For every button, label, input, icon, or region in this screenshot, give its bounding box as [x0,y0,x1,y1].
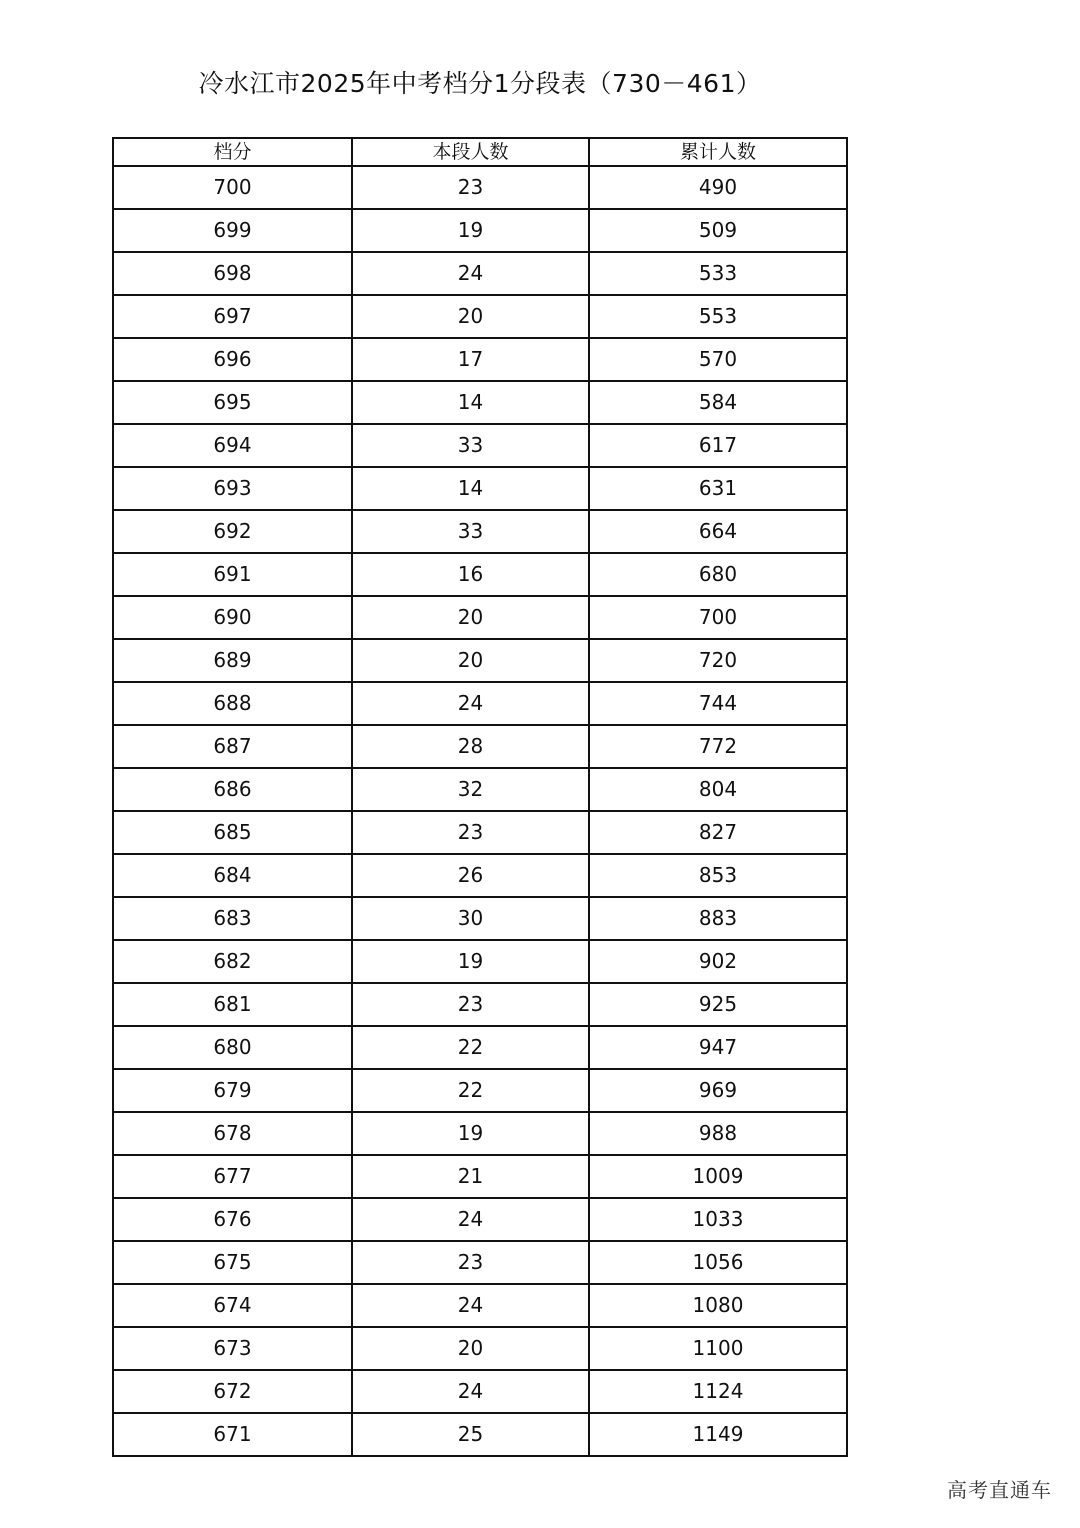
table-row [113,682,847,725]
cell-cumulative-count: 631 [589,467,847,510]
cell-cumulative-count: 617 [589,424,847,467]
cell-score: 700 [113,166,352,209]
cell-cumulative-count: 1149 [589,1413,847,1456]
cell-score: 682 [113,940,352,983]
cell-segment-count: 20 [352,596,589,639]
cell-cumulative-count: 1056 [589,1241,847,1284]
cell-score: 681 [113,983,352,1026]
cell-cumulative-count: 680 [589,553,847,596]
cell-score: 680 [113,1026,352,1069]
cell-segment-count: 23 [352,166,589,209]
cell-cumulative-count: 1124 [589,1370,847,1413]
cell-cumulative-count: 883 [589,897,847,940]
cell-segment-count: 20 [352,1327,589,1370]
table-row [113,1112,847,1155]
cell-segment-count: 30 [352,897,589,940]
header-segment-count: 本段人数 [352,138,589,166]
cell-score: 674 [113,1284,352,1327]
page-title: 冷水江市2025年中考档分1分段表（730－461） [198,69,762,98]
header-row [113,138,847,166]
table-row [113,467,847,510]
cell-cumulative-count: 988 [589,1112,847,1155]
cell-cumulative-count: 827 [589,811,847,854]
header-score: 档分 [113,138,352,166]
cell-segment-count: 20 [352,639,589,682]
cell-cumulative-count: 1100 [589,1327,847,1370]
cell-cumulative-count: 925 [589,983,847,1026]
cell-score: 699 [113,209,352,252]
cell-segment-count: 14 [352,467,589,510]
cell-score: 673 [113,1327,352,1370]
header-cumulative-count: 累计人数 [589,138,847,166]
table-row [113,166,847,209]
cell-score: 672 [113,1370,352,1413]
table-row [113,553,847,596]
table-row [113,1413,847,1456]
table-row [113,252,847,295]
cell-segment-count: 24 [352,1370,589,1413]
cell-segment-count: 22 [352,1069,589,1112]
cell-cumulative-count: 804 [589,768,847,811]
table-row [113,424,847,467]
cell-cumulative-count: 700 [589,596,847,639]
table-row [113,940,847,983]
cell-segment-count: 20 [352,295,589,338]
cell-segment-count: 24 [352,1198,589,1241]
table-row [113,510,847,553]
cell-segment-count: 23 [352,983,589,1026]
cell-segment-count: 16 [352,553,589,596]
cell-score: 690 [113,596,352,639]
table-row [113,811,847,854]
cell-cumulative-count: 553 [589,295,847,338]
cell-segment-count: 14 [352,381,589,424]
table-row [113,639,847,682]
cell-segment-count: 33 [352,510,589,553]
cell-cumulative-count: 509 [589,209,847,252]
table-row [113,1370,847,1413]
cell-cumulative-count: 902 [589,940,847,983]
cell-score: 685 [113,811,352,854]
cell-cumulative-count: 1033 [589,1198,847,1241]
table-row [113,768,847,811]
cell-score: 684 [113,854,352,897]
table-row [113,1198,847,1241]
table-row [113,338,847,381]
watermark: 高考直通车 [947,1478,1052,1502]
cell-score: 692 [113,510,352,553]
table-body [113,166,847,1456]
cell-score: 688 [113,682,352,725]
cell-score: 695 [113,381,352,424]
table-row [113,1155,847,1198]
cell-segment-count: 19 [352,209,589,252]
cell-score: 675 [113,1241,352,1284]
cell-score: 687 [113,725,352,768]
cell-cumulative-count: 533 [589,252,847,295]
cell-cumulative-count: 1080 [589,1284,847,1327]
cell-cumulative-count: 490 [589,166,847,209]
cell-segment-count: 25 [352,1413,589,1456]
table-row [113,897,847,940]
cell-score: 677 [113,1155,352,1198]
table-row [113,381,847,424]
cell-cumulative-count: 744 [589,682,847,725]
table-row [113,295,847,338]
cell-score: 676 [113,1198,352,1241]
cell-segment-count: 28 [352,725,589,768]
cell-segment-count: 24 [352,1284,589,1327]
cell-segment-count: 24 [352,252,589,295]
cell-segment-count: 32 [352,768,589,811]
table-row [113,854,847,897]
table-row [113,983,847,1026]
cell-segment-count: 19 [352,1112,589,1155]
cell-score: 678 [113,1112,352,1155]
score-table [112,137,848,1457]
cell-score: 686 [113,768,352,811]
cell-score: 694 [113,424,352,467]
table-row [113,1327,847,1370]
cell-segment-count: 21 [352,1155,589,1198]
cell-cumulative-count: 664 [589,510,847,553]
cell-segment-count: 22 [352,1026,589,1069]
cell-cumulative-count: 969 [589,1069,847,1112]
cell-segment-count: 24 [352,682,589,725]
cell-score: 691 [113,553,352,596]
cell-segment-count: 23 [352,811,589,854]
cell-segment-count: 17 [352,338,589,381]
table-row [113,1241,847,1284]
cell-score: 671 [113,1413,352,1456]
cell-segment-count: 33 [352,424,589,467]
cell-score: 697 [113,295,352,338]
table-row [113,1026,847,1069]
cell-score: 693 [113,467,352,510]
cell-segment-count: 26 [352,854,589,897]
cell-score: 696 [113,338,352,381]
cell-cumulative-count: 570 [589,338,847,381]
table-row [113,1284,847,1327]
cell-cumulative-count: 584 [589,381,847,424]
cell-score: 689 [113,639,352,682]
cell-score: 683 [113,897,352,940]
cell-cumulative-count: 1009 [589,1155,847,1198]
cell-cumulative-count: 853 [589,854,847,897]
cell-score: 679 [113,1069,352,1112]
cell-cumulative-count: 720 [589,639,847,682]
cell-cumulative-count: 947 [589,1026,847,1069]
cell-cumulative-count: 772 [589,725,847,768]
table-header [113,138,847,166]
table-row [113,596,847,639]
table-row [113,725,847,768]
cell-score: 698 [113,252,352,295]
table-row [113,209,847,252]
table-row [113,1069,847,1112]
cell-segment-count: 23 [352,1241,589,1284]
cell-segment-count: 19 [352,940,589,983]
